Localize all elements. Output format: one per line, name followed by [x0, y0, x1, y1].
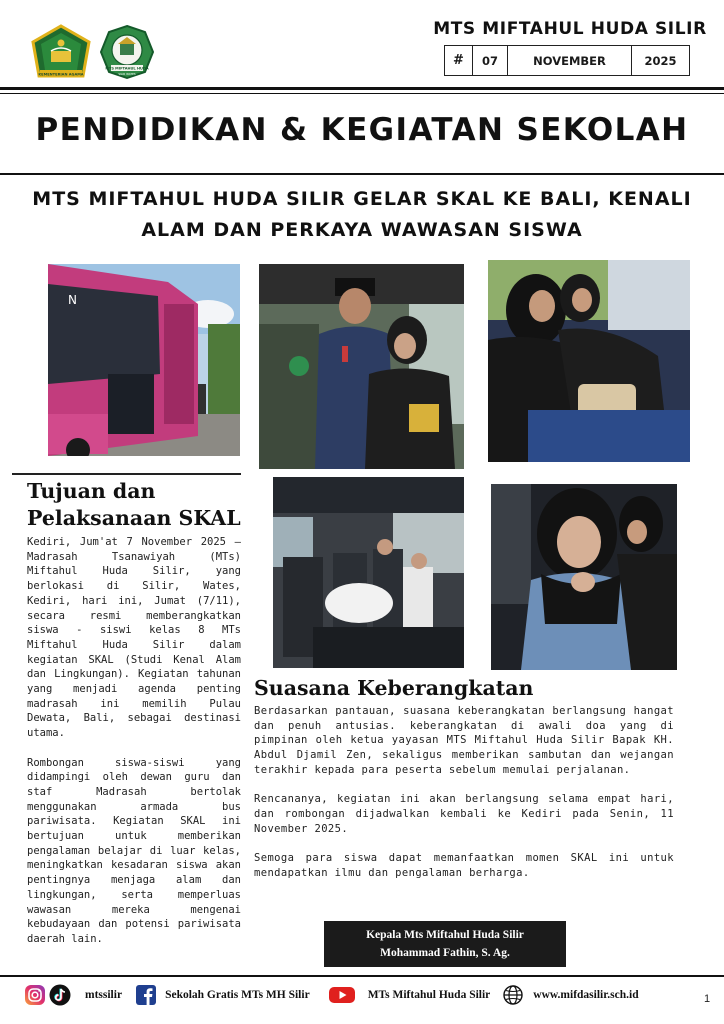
tujuan-heading — [27, 478, 242, 532]
school-crest-icon — [97, 24, 157, 80]
column-rule — [12, 473, 241, 475]
women-seated-bus-photo — [488, 260, 690, 462]
issue-symbol: # — [445, 46, 473, 75]
tujuan-paragraph-1: Kediri, Jum'at 7 November 2025 – Madrasah Tsanawiyah (MTs) Miftahul Huda Silir, yang berlokasi di Silir, Wates, Kediri, hari ini, Jumat (7/11), secara resmi memberangkatkan siswa - siswi kelas 8 MTs Miftahul Huda Silir dalam kegiatan SKAL (Studi Kenal Alam dan Lingkungan). Kegiatan tahunan yang menjadi agenda penting madrasah ini memilih Pulau Dewata, Bali, sebagai destinasi utama. — [27, 536, 241, 740]
header-rule — [0, 87, 724, 90]
issue-year: 2025 — [644, 53, 677, 68]
tujuan-body — [27, 535, 241, 947]
issue-number: 07 — [473, 46, 508, 75]
article-headline — [20, 184, 704, 246]
suasana-paragraph-2: Rencananya, kegiatan ini akan berlangsung selama empat hari, dan rombongan dijadwalkan kembali ke Kediri pada Senin, 11 November 2025. — [254, 793, 674, 835]
svg-text:SILIR WATES: SILIR WATES — [118, 72, 136, 76]
tiktok-icon[interactable] — [49, 984, 71, 1006]
kyai-speech-photo — [259, 264, 464, 469]
signature-box — [324, 921, 566, 967]
suasana-paragraph-1: Berdasarkan pantauan, suasana keberangkatan berlangsung hangat dan penuh antusias. keberangkatan di awali doa yang di pimpinan oleh ketua yayasan MTS Miftahul Huda Silir Bapak KH. Abdul Djamil Zen, sekaligus memberikan sambutan dan wejangan terakhir kepada para peserta sebelum memulai perjalanan. — [254, 705, 674, 776]
instagram-icon[interactable] — [24, 984, 46, 1006]
issue-month: NOVEMBER — [508, 46, 632, 75]
suasana-heading: Suasana Keberangkatan — [254, 676, 534, 700]
svg-text:N: N — [68, 293, 77, 307]
issue-info — [444, 45, 690, 76]
header-rule-thin — [0, 93, 724, 94]
tujuan-heading-line-2: Pelaksanaan SKAL — [27, 506, 241, 530]
school-name: MTS MIFTAHUL HUDA SILIR — [433, 19, 707, 39]
facebook-name[interactable]: Sekolah Gratis MTs MH Silir — [165, 989, 310, 1001]
page-number: 1 — [704, 993, 711, 1005]
pink-tour-bus-photo — [48, 264, 240, 456]
youtube-icon[interactable] — [328, 984, 356, 1006]
section-rule — [0, 173, 724, 175]
facebook-icon[interactable] — [135, 984, 157, 1006]
kemenag-emblem-icon — [31, 24, 91, 80]
globe-icon[interactable] — [502, 984, 524, 1006]
youtube-name[interactable]: MTs Miftahul Huda Silir — [367, 989, 491, 1001]
suasana-paragraph-3: Semoga para siswa dapat memanfaatkan momen SKAL ini untuk mendapatkan ilmu dan pengalaman berharga. — [254, 852, 674, 879]
bus-interior-students-photo — [273, 477, 464, 668]
section-title: PENDIDIKAN & KEGIATAN SEKOLAH — [35, 112, 689, 148]
svg-text:KEMENTERIAN AGAMA: KEMENTERIAN AGAMA — [38, 72, 84, 77]
tujuan-heading-line-1: Tujuan dan — [27, 479, 156, 503]
footer-bar — [24, 983, 639, 1007]
signature-name: Mohammad Fathin, S. Ag. — [380, 947, 510, 959]
svg-text:MTS MIFTAHUL HUDA: MTS MIFTAHUL HUDA — [105, 66, 149, 71]
headline-line-2: ALAM DAN PERKAYA WAWASAN SISWA — [141, 219, 583, 241]
website-link[interactable]: www.mifdasilir.sch.id — [533, 989, 639, 1001]
headline-line-1: MTS MIFTAHUL HUDA SILIR GELAR SKAL KE BALI, KENALI — [32, 188, 692, 210]
tujuan-paragraph-2: Rombongan siswa-siswi yang didampingi oleh dewan guru dan staf Madrasah bertolak menggunakan armada bus pariwisata. Kegiatan SKAL ini bertujuan untuk memberikan pengalaman belajar di luar kelas, meningkatkan kesadaran siswa akan pentingnya menjaga alam dan lingkungan, serta memperluas wawasan mereka mengenai kebudayaan dan potensi pariwisata daerah lain. — [27, 756, 241, 945]
footer-rule — [0, 975, 724, 977]
suasana-body — [254, 704, 674, 895]
girl-praying-photo — [491, 484, 677, 670]
social-handle[interactable]: mtssilir — [85, 989, 123, 1001]
signature-title: Kepala Mts Miftahul Huda Silir — [366, 929, 524, 941]
